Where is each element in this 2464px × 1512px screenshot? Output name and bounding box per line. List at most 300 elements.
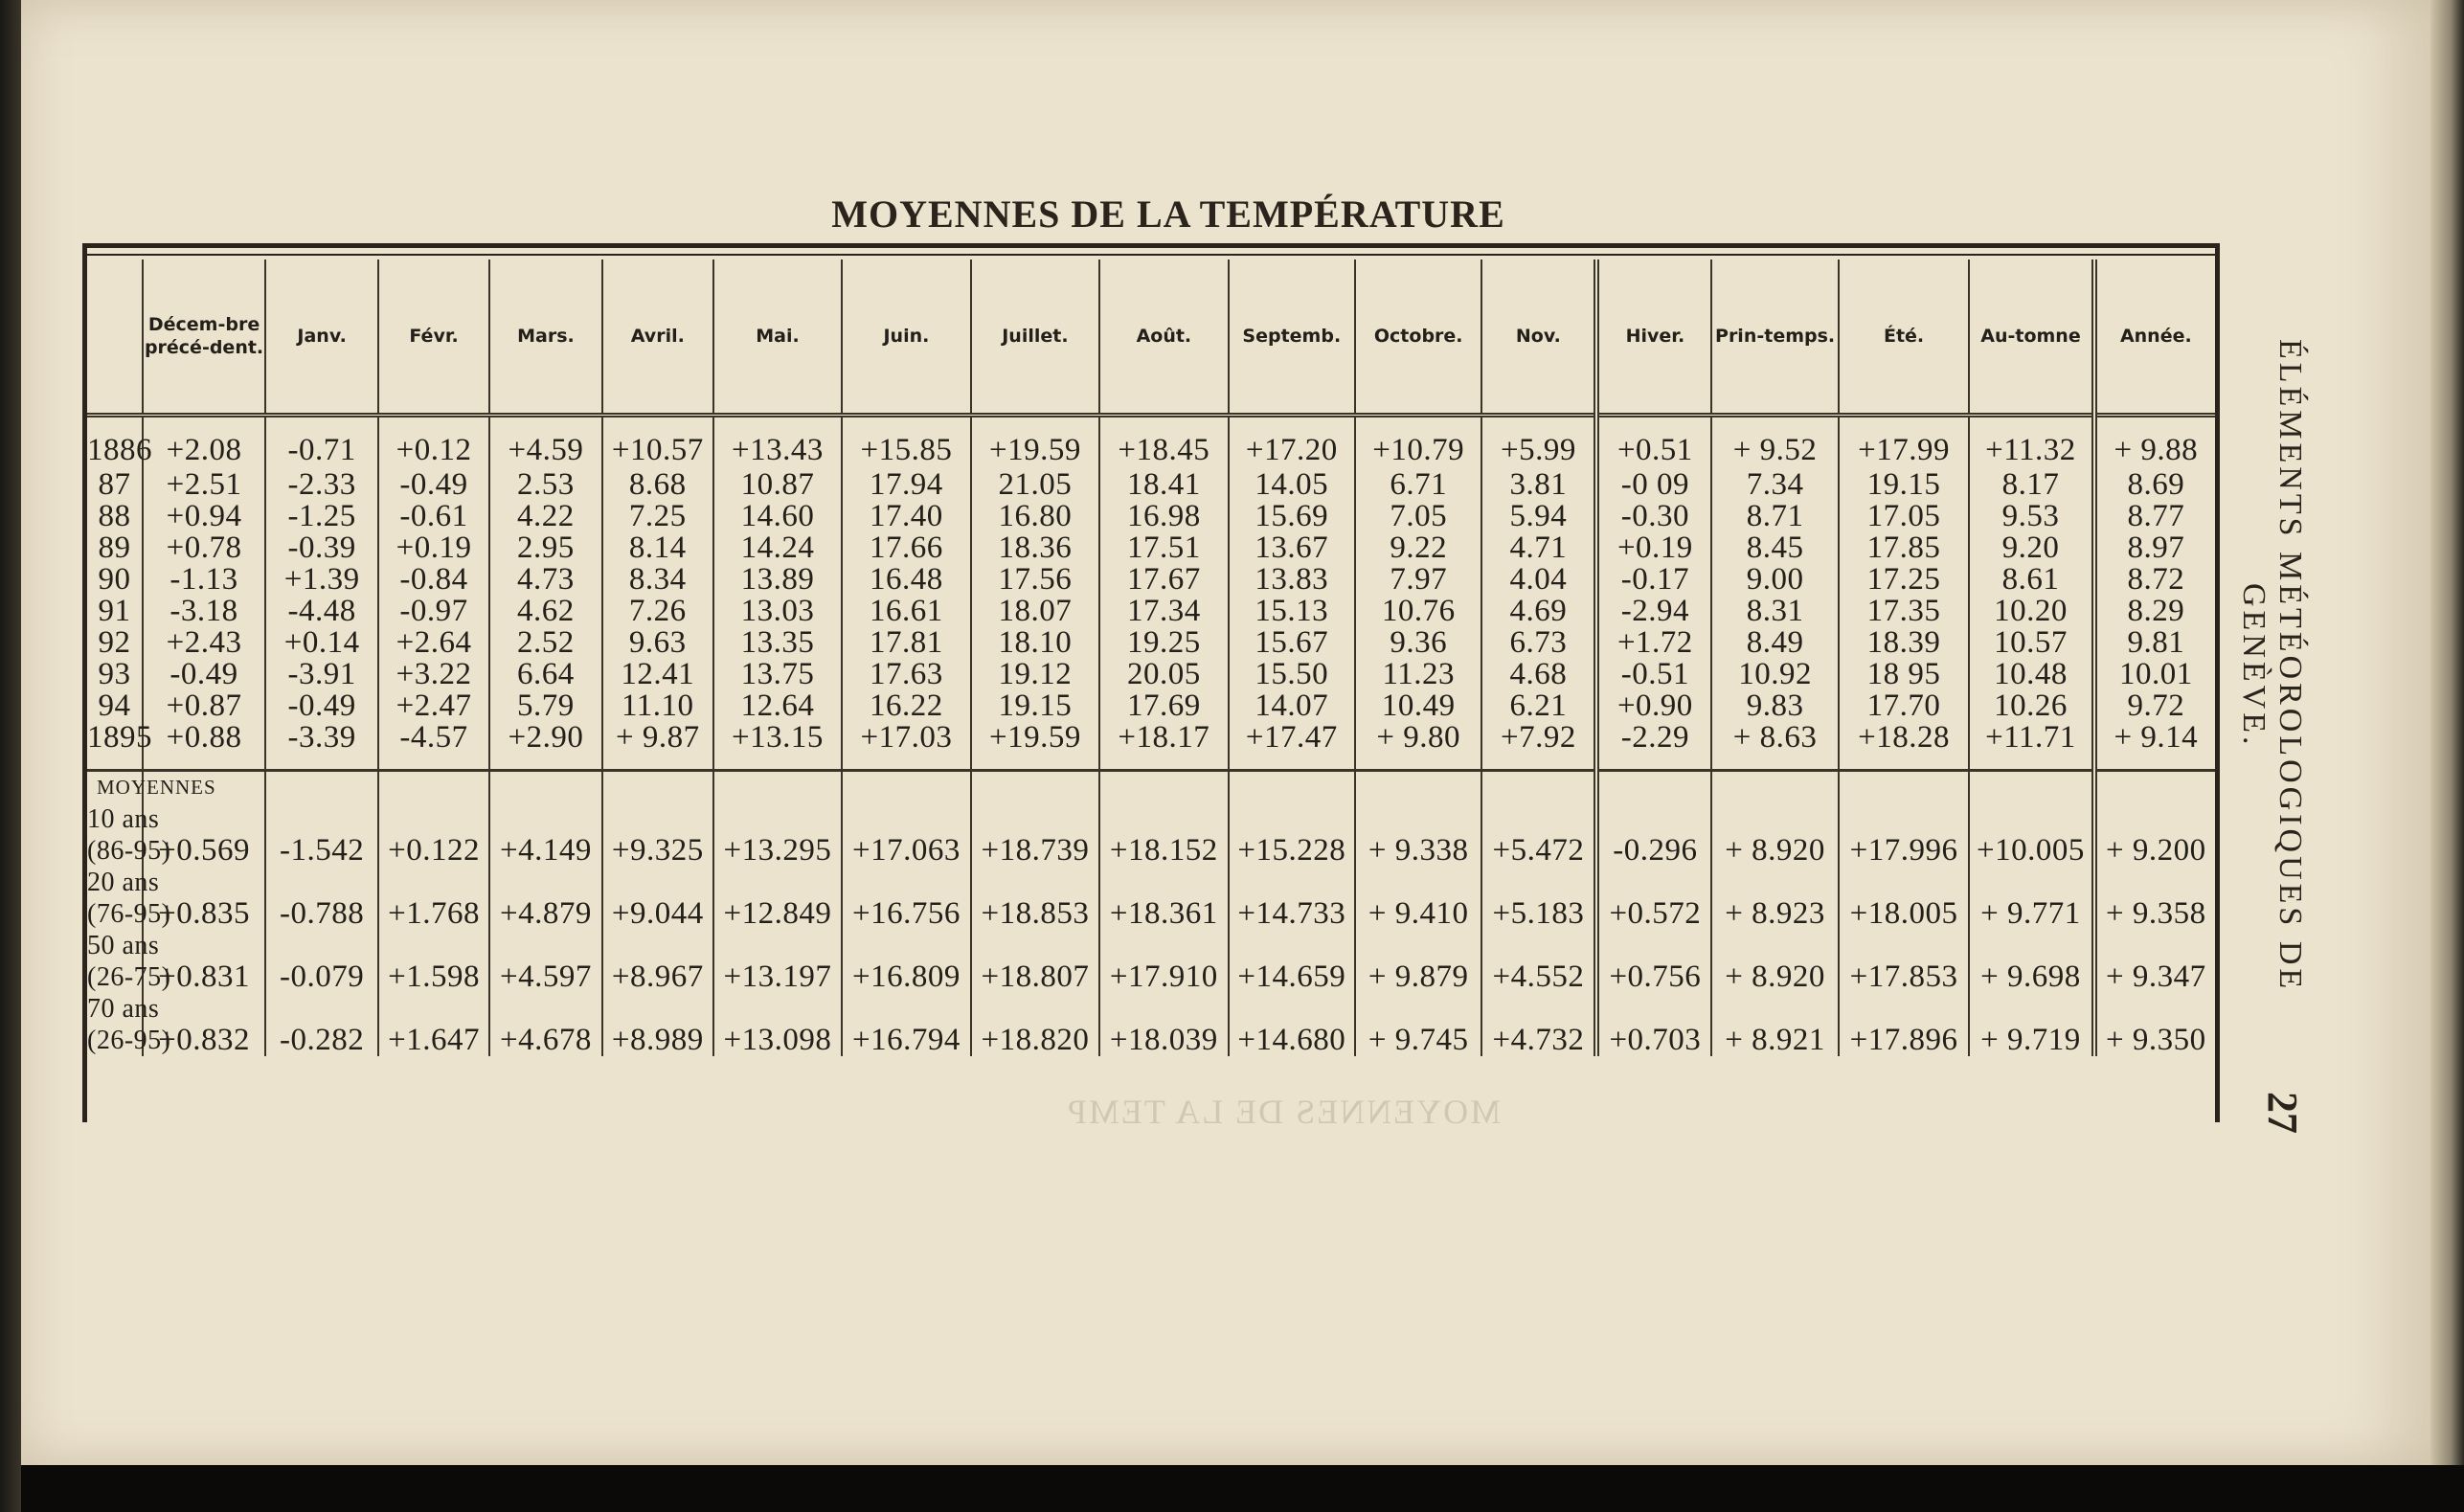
average-value-cell: +18.807: [971, 930, 1099, 993]
year-cell: 88: [98, 499, 131, 533]
value-cell: -2.94: [1596, 596, 1711, 627]
column-header: Juin.: [842, 260, 970, 416]
average-value-cell: + 9.698: [1969, 930, 2093, 993]
value-cell: 10.76: [1355, 596, 1481, 627]
average-value-cell: +16.756: [842, 867, 970, 930]
value-cell: 7.05: [1355, 501, 1481, 532]
value-cell: 16.98: [1099, 501, 1228, 532]
average-value-cell: -0.788: [265, 867, 378, 930]
value-cell: +0.90: [1596, 690, 1711, 722]
average-row: [87, 867, 2215, 930]
value-cell: +5.99: [1481, 416, 1596, 470]
value-cell: -0 09: [1596, 469, 1711, 501]
average-value-cell: +5.472: [1481, 771, 1596, 868]
table-row: [87, 627, 2215, 659]
value-cell: 17.35: [1839, 596, 1970, 627]
average-value-cell: -1.542: [265, 771, 378, 868]
average-value-cell: +0.831: [143, 930, 265, 993]
column-header: Août.: [1099, 260, 1228, 416]
average-value-cell: +4.879: [489, 867, 602, 930]
average-value-cell: + 9.879: [1355, 930, 1481, 993]
average-value-cell: +4.597: [489, 930, 602, 993]
average-value-cell: +0.703: [1596, 993, 1711, 1056]
column-header: Prin-temps.: [1711, 260, 1838, 416]
value-cell: 8.77: [2094, 501, 2215, 532]
column-header: Mai.: [713, 260, 842, 416]
page-edge: [2430, 0, 2464, 1512]
value-cell: +0.88: [143, 722, 265, 771]
value-cell: 6.71: [1355, 469, 1481, 501]
value-cell: 2.53: [489, 469, 602, 501]
average-value-cell: +0.122: [378, 771, 489, 868]
value-cell: 10.20: [1969, 596, 2093, 627]
value-cell: +2.47: [378, 690, 489, 722]
value-cell: 6.73: [1481, 627, 1596, 659]
value-cell: 18.41: [1099, 469, 1228, 501]
value-cell: +2.08: [143, 416, 265, 470]
average-value-cell: +12.849: [713, 867, 842, 930]
value-cell: +2.51: [143, 469, 265, 501]
average-value-cell: +10.005: [1969, 771, 2093, 868]
value-cell: 10.48: [1969, 659, 2093, 690]
value-cell: 19.12: [971, 659, 1099, 690]
value-cell: +11.71: [1969, 722, 2093, 771]
value-cell: + 9.88: [2094, 416, 2215, 470]
average-value-cell: +0.572: [1596, 867, 1711, 930]
value-cell: 17.81: [842, 627, 970, 659]
table-row: [87, 469, 2215, 501]
value-cell: 14.07: [1229, 690, 1355, 722]
value-cell: +2.43: [143, 627, 265, 659]
value-cell: 10.87: [713, 469, 842, 501]
value-cell: 18 95: [1839, 659, 1970, 690]
value-cell: 8.61: [1969, 564, 2093, 596]
table-row: [87, 722, 2215, 771]
average-period: (26-75): [87, 962, 171, 992]
average-span: 10 ans: [87, 804, 160, 834]
value-cell: 18.39: [1839, 627, 1970, 659]
value-cell: 8.17: [1969, 469, 2093, 501]
value-cell: +17.99: [1839, 416, 1970, 470]
value-cell: -0.51: [1596, 659, 1711, 690]
value-cell: 15.50: [1229, 659, 1355, 690]
value-cell: 10.49: [1355, 690, 1481, 722]
table-row: [87, 690, 2215, 722]
value-cell: 7.34: [1711, 469, 1838, 501]
year-cell: 91: [98, 594, 131, 628]
value-cell: 13.83: [1229, 564, 1355, 596]
value-cell: +7.92: [1481, 722, 1596, 771]
value-cell: 2.95: [489, 532, 602, 564]
average-value-cell: +0.832: [143, 993, 265, 1056]
year-cell: 1895: [87, 722, 143, 771]
table-row: [87, 564, 2215, 596]
value-cell: 11.23: [1355, 659, 1481, 690]
value-cell: +4.59: [489, 416, 602, 470]
column-header: Au-tomne: [1969, 260, 2093, 416]
average-value-cell: +0.756: [1596, 930, 1711, 993]
value-cell: +0.12: [378, 416, 489, 470]
average-label: [87, 930, 171, 993]
value-cell: 12.64: [713, 690, 842, 722]
year-cell: 87: [98, 467, 131, 502]
value-cell: 10.92: [1711, 659, 1838, 690]
value-cell: 8.71: [1711, 501, 1838, 532]
column-header: Octobre.: [1355, 260, 1481, 416]
value-cell: 15.69: [1229, 501, 1355, 532]
bottom-shadow: [21, 1465, 2464, 1512]
value-cell: 17.34: [1099, 596, 1228, 627]
column-header: Nov.: [1481, 260, 1596, 416]
average-value-cell: +14.680: [1229, 993, 1355, 1056]
value-cell: 9.83: [1711, 690, 1838, 722]
average-value-cell: +18.039: [1099, 993, 1228, 1056]
table-row: [87, 596, 2215, 627]
year-cell: 93: [98, 657, 131, 691]
value-cell: -1.13: [143, 564, 265, 596]
value-cell: 9.53: [1969, 501, 2093, 532]
value-cell: + 9.80: [1355, 722, 1481, 771]
value-cell: 4.71: [1481, 532, 1596, 564]
bleed-through-text: MOYENNES DE LA TEMP: [1065, 1093, 1502, 1131]
value-cell: 9.81: [2094, 627, 2215, 659]
value-cell: 17.85: [1839, 532, 1970, 564]
value-cell: 13.35: [713, 627, 842, 659]
value-cell: 17.56: [971, 564, 1099, 596]
value-cell: +10.57: [602, 416, 713, 470]
value-cell: 16.48: [842, 564, 970, 596]
year-cell: 90: [98, 562, 131, 597]
value-cell: 17.05: [1839, 501, 1970, 532]
value-cell: -3.18: [143, 596, 265, 627]
average-value-cell: +0.569: [143, 771, 265, 868]
value-cell: 3.81: [1481, 469, 1596, 501]
value-cell: +18.28: [1839, 722, 1970, 771]
value-cell: 9.63: [602, 627, 713, 659]
column-header: Été.: [1839, 260, 1970, 416]
value-cell: -0.49: [143, 659, 265, 690]
column-header: Septemb.: [1229, 260, 1355, 416]
value-cell: 8.14: [602, 532, 713, 564]
table-row: [87, 659, 2215, 690]
average-value-cell: +16.794: [842, 993, 970, 1056]
column-header: Décem-bre précé-dent.: [143, 260, 265, 416]
value-cell: 17.69: [1099, 690, 1228, 722]
value-cell: 10.26: [1969, 690, 2093, 722]
year-cell: 1886: [87, 432, 152, 467]
value-cell: 8.68: [602, 469, 713, 501]
value-cell: 17.63: [842, 659, 970, 690]
value-cell: -0.30: [1596, 501, 1711, 532]
value-cell: 4.68: [1481, 659, 1596, 690]
average-value-cell: + 9.410: [1355, 867, 1481, 930]
header-row: [87, 260, 2215, 416]
average-value-cell: + 8.921: [1711, 993, 1838, 1056]
value-cell: 17.40: [842, 501, 970, 532]
column-header: [87, 260, 143, 416]
value-cell: 14.05: [1229, 469, 1355, 501]
average-row: [87, 930, 2215, 993]
value-cell: 13.67: [1229, 532, 1355, 564]
value-cell: 9.00: [1711, 564, 1838, 596]
value-cell: +18.45: [1099, 416, 1228, 470]
average-value-cell: +13.098: [713, 993, 842, 1056]
value-cell: -3.39: [265, 722, 378, 771]
average-value-cell: + 9.358: [2094, 867, 2215, 930]
average-value-cell: +4.552: [1481, 930, 1596, 993]
table-frame-rule: [82, 254, 2220, 256]
year-cell: 92: [98, 625, 131, 660]
value-cell: +0.19: [1596, 532, 1711, 564]
average-value-cell: + 9.745: [1355, 993, 1481, 1056]
value-cell: + 9.52: [1711, 416, 1838, 470]
value-cell: 9.20: [1969, 532, 2093, 564]
value-cell: 6.21: [1481, 690, 1596, 722]
value-cell: 11.10: [602, 690, 713, 722]
value-cell: 8.31: [1711, 596, 1838, 627]
value-cell: -0.84: [378, 564, 489, 596]
book-spine-shadow: [0, 0, 21, 1512]
value-cell: 17.51: [1099, 532, 1228, 564]
average-value-cell: -0.079: [265, 930, 378, 993]
average-value-cell: +1.598: [378, 930, 489, 993]
value-cell: 15.67: [1229, 627, 1355, 659]
average-row: [87, 993, 2215, 1056]
average-value-cell: +4.678: [489, 993, 602, 1056]
page-number: 27: [2259, 1092, 2306, 1134]
value-cell: -1.25: [265, 501, 378, 532]
value-cell: 16.61: [842, 596, 970, 627]
value-cell: 18.07: [971, 596, 1099, 627]
value-cell: 19.15: [1839, 469, 1970, 501]
value-cell: 9.72: [2094, 690, 2215, 722]
average-label: [87, 993, 171, 1056]
value-cell: 8.34: [602, 564, 713, 596]
value-cell: 5.94: [1481, 501, 1596, 532]
average-value-cell: + 8.920: [1711, 930, 1838, 993]
value-cell: 17.66: [842, 532, 970, 564]
value-cell: 8.69: [2094, 469, 2215, 501]
average-value-cell: +13.197: [713, 930, 842, 993]
average-value-cell: +17.996: [1839, 771, 1970, 868]
average-value-cell: +18.152: [1099, 771, 1228, 868]
value-cell: 10.57: [1969, 627, 2093, 659]
value-cell: 18.10: [971, 627, 1099, 659]
value-cell: 13.03: [713, 596, 842, 627]
value-cell: 17.70: [1839, 690, 1970, 722]
value-cell: + 9.14: [2094, 722, 2215, 771]
average-value-cell: +8.989: [602, 993, 713, 1056]
temperature-table: [87, 260, 2215, 1056]
average-value-cell: -0.296: [1596, 771, 1711, 868]
value-cell: +13.15: [713, 722, 842, 771]
average-value-cell: +1.768: [378, 867, 489, 930]
average-value-cell: + 9.347: [2094, 930, 2215, 993]
average-value-cell: +9.325: [602, 771, 713, 868]
average-value-cell: + 9.338: [1355, 771, 1481, 868]
year-cell: 94: [98, 688, 131, 723]
average-value-cell: +8.967: [602, 930, 713, 993]
value-cell: -0.49: [265, 690, 378, 722]
average-value-cell: +5.183: [1481, 867, 1596, 930]
value-cell: +17.03: [842, 722, 970, 771]
running-head: ÉLÉMENTS MÉTÉOROLOGIQUES DE GENÈVE.: [2236, 338, 2308, 993]
average-value-cell: +0.835: [143, 867, 265, 930]
value-cell: -4.48: [265, 596, 378, 627]
value-cell: 20.05: [1099, 659, 1228, 690]
page-title: MOYENNES DE LA TEMPÉRATURE: [831, 192, 1505, 236]
value-cell: 14.24: [713, 532, 842, 564]
value-cell: -2.33: [265, 469, 378, 501]
value-cell: 7.26: [602, 596, 713, 627]
value-cell: +0.87: [143, 690, 265, 722]
average-period: (26-95): [87, 1026, 171, 1055]
value-cell: -0.97: [378, 596, 489, 627]
average-value-cell: +18.739: [971, 771, 1099, 868]
average-value-cell: +1.647: [378, 993, 489, 1056]
value-cell: +0.94: [143, 501, 265, 532]
year-cell: 89: [98, 530, 131, 565]
value-cell: 2.52: [489, 627, 602, 659]
value-cell: 18.36: [971, 532, 1099, 564]
value-cell: +19.59: [971, 722, 1099, 771]
value-cell: +3.22: [378, 659, 489, 690]
value-cell: +0.78: [143, 532, 265, 564]
value-cell: 9.22: [1355, 532, 1481, 564]
value-cell: 12.41: [602, 659, 713, 690]
value-cell: -0.71: [265, 416, 378, 470]
value-cell: 4.22: [489, 501, 602, 532]
value-cell: +1.39: [265, 564, 378, 596]
value-cell: 8.72: [2094, 564, 2215, 596]
average-row: [87, 771, 2215, 868]
average-value-cell: +16.809: [842, 930, 970, 993]
average-value-cell: +17.896: [1839, 993, 1970, 1056]
value-cell: 5.79: [489, 690, 602, 722]
value-cell: +13.43: [713, 416, 842, 470]
value-cell: 16.80: [971, 501, 1099, 532]
value-cell: 17.25: [1839, 564, 1970, 596]
column-header: Hiver.: [1596, 260, 1711, 416]
value-cell: 19.15: [971, 690, 1099, 722]
average-value-cell: +4.149: [489, 771, 602, 868]
value-cell: 21.05: [971, 469, 1099, 501]
value-cell: 8.29: [2094, 596, 2215, 627]
average-value-cell: +17.063: [842, 771, 970, 868]
average-value-cell: -0.282: [265, 993, 378, 1056]
average-span: 50 ans: [87, 931, 160, 960]
average-span: 70 ans: [87, 994, 160, 1024]
column-header: Févr.: [378, 260, 489, 416]
average-label: [87, 867, 171, 930]
value-cell: +10.79: [1355, 416, 1481, 470]
value-cell: 17.67: [1099, 564, 1228, 596]
average-value-cell: +4.732: [1481, 993, 1596, 1056]
column-header: Année.: [2094, 260, 2215, 416]
value-cell: +11.32: [1969, 416, 2093, 470]
column-header: Avril.: [602, 260, 713, 416]
average-value-cell: +13.295: [713, 771, 842, 868]
column-header: Janv.: [265, 260, 378, 416]
average-value-cell: + 9.771: [1969, 867, 2093, 930]
value-cell: +0.14: [265, 627, 378, 659]
value-cell: 4.69: [1481, 596, 1596, 627]
average-value-cell: +18.005: [1839, 867, 1970, 930]
average-value-cell: + 9.350: [2094, 993, 2215, 1056]
value-cell: 7.97: [1355, 564, 1481, 596]
value-cell: 6.64: [489, 659, 602, 690]
value-cell: -3.91: [265, 659, 378, 690]
average-period: (76-95): [87, 899, 171, 929]
average-value-cell: +17.910: [1099, 930, 1228, 993]
value-cell: +2.64: [378, 627, 489, 659]
value-cell: +1.72: [1596, 627, 1711, 659]
value-cell: + 8.63: [1711, 722, 1838, 771]
value-cell: -0.49: [378, 469, 489, 501]
average-value-cell: + 9.719: [1969, 993, 2093, 1056]
value-cell: 14.60: [713, 501, 842, 532]
value-cell: -0.17: [1596, 564, 1711, 596]
average-value-cell: +14.733: [1229, 867, 1355, 930]
value-cell: 17.94: [842, 469, 970, 501]
value-cell: -0.39: [265, 532, 378, 564]
average-value-cell: +9.044: [602, 867, 713, 930]
value-cell: -0.61: [378, 501, 489, 532]
value-cell: 8.97: [2094, 532, 2215, 564]
value-cell: 4.62: [489, 596, 602, 627]
value-cell: 19.25: [1099, 627, 1228, 659]
value-cell: 9.36: [1355, 627, 1481, 659]
value-cell: 13.89: [713, 564, 842, 596]
average-value-cell: +18.820: [971, 993, 1099, 1056]
average-value-cell: +14.659: [1229, 930, 1355, 993]
value-cell: 8.45: [1711, 532, 1838, 564]
table-row: [87, 532, 2215, 564]
value-cell: 4.73: [489, 564, 602, 596]
average-period: (86-95): [87, 836, 171, 866]
value-cell: +15.85: [842, 416, 970, 470]
value-cell: 8.49: [1711, 627, 1838, 659]
table-row: [87, 416, 2215, 470]
average-value-cell: +18.853: [971, 867, 1099, 930]
value-cell: +17.47: [1229, 722, 1355, 771]
value-cell: +18.17: [1099, 722, 1228, 771]
average-value-cell: +18.361: [1099, 867, 1228, 930]
value-cell: 7.25: [602, 501, 713, 532]
value-cell: -2.29: [1596, 722, 1711, 771]
value-cell: 4.04: [1481, 564, 1596, 596]
column-header: Mars.: [489, 260, 602, 416]
value-cell: 16.22: [842, 690, 970, 722]
average-value-cell: + 9.200: [2094, 771, 2215, 868]
value-cell: +0.51: [1596, 416, 1711, 470]
table-row: [87, 501, 2215, 532]
average-value-cell: + 8.923: [1711, 867, 1838, 930]
value-cell: + 9.87: [602, 722, 713, 771]
value-cell: +17.20: [1229, 416, 1355, 470]
average-value-cell: +15.228: [1229, 771, 1355, 868]
average-value-cell: +17.853: [1839, 930, 1970, 993]
value-cell: 10.01: [2094, 659, 2215, 690]
value-cell: -4.57: [378, 722, 489, 771]
value-cell: +0.19: [378, 532, 489, 564]
value-cell: +19.59: [971, 416, 1099, 470]
average-value-cell: + 8.920: [1711, 771, 1838, 868]
value-cell: +2.90: [489, 722, 602, 771]
column-header: Juillet.: [971, 260, 1099, 416]
averages-heading: MOYENNES: [97, 776, 216, 799]
value-cell: 15.13: [1229, 596, 1355, 627]
